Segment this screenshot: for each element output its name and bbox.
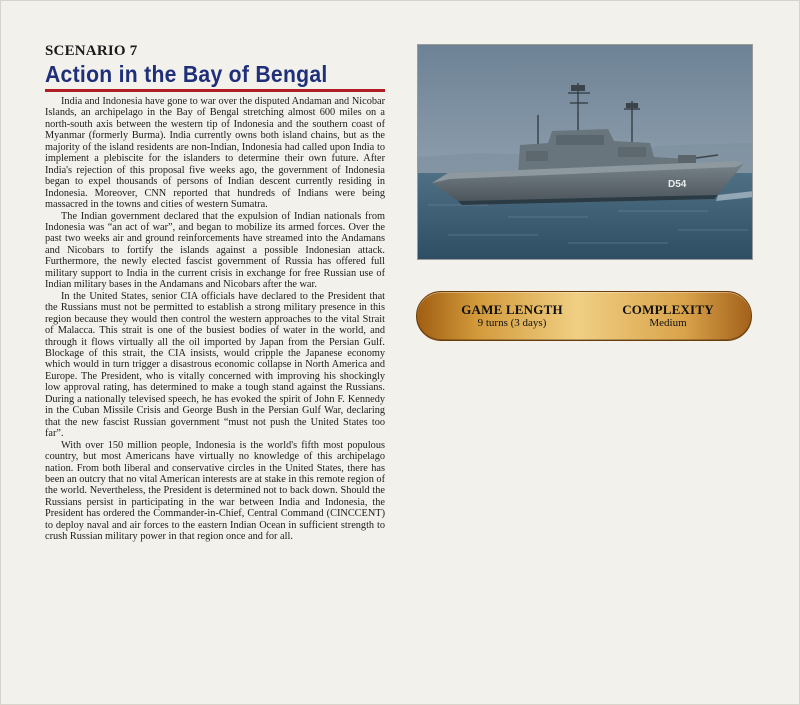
game-length	[447, 302, 577, 330]
scenario-briefing	[45, 96, 385, 543]
game-length-label: GAME LENGTH	[461, 302, 563, 317]
hull-number: D54	[668, 179, 687, 190]
complexity	[603, 302, 733, 330]
briefing-paragraph: India and Indonesia have gone to war over the disputed Andaman and Nicobar Islands, an archipelago in the Bay of Bengal stretching almost 600 miles on a north-south axis between the western tip of Indonesia and the southern coast of Myanmar (formerly Burma). India currently owns both island chains, but as the majority of the island residents are non-Indian, Indonesia had called upon India to implement a plebiscite for the islanders to determine their own future. After India's rejection of this proposal five weeks ago, the government of Indonesia began to expel thousands of persons of Indian descent currently residing in Indonesia. Moreover, CNN reported that hundreds of Indians were being massacred in the towns and cities of western Sumatra.	[45, 96, 385, 211]
complexity-label: COMPLEXITY	[622, 302, 714, 317]
scenario-column	[45, 42, 385, 543]
briefing-paragraph: In the United States, senior CIA officials have declared to the President that the Russians must not be permitted to establish a strong military presence in this region because they would then control the western approaches to the vital Strait of Malacca. This strait is one of the busiest bodies of water in the world, and through it flows virtually all the oil imported by Japan from the Persian Gulf. Blockage of this strait, the CIA insists, would cripple the Japanese economy which would in turn trigger a disastrous economic collapse in North America and Europe. The President, who is vitally concerned with improving his shockingly low approval rating, has determined to make a tough stand against the Russians. During a nationally televised speech, he has evoked the spirit of John F. Kennedy in the Cuban Missile Crisis and George Bush in the Persian Gulf War, declaring that the new fascist Russian government “must not push the United States too far”.	[45, 290, 385, 440]
briefing-paragraph: With over 150 million people, Indonesia is the world's fifth most populous country, but most Americans have virtually no knowledge of this archipelago nation. From both liberal and conservative circles in the United States, there has been an outcry that no vital American interests are at stake in this remote region of the world. Nevertheless, the President is determined not to back down. Should the Russians persist in participating in the war between India and Indonesia, the President has ordered the Commander-in-Chief, Central Command (CINCCENT) to deploy naval and air forces to the eastern Indian Ocean in sufficient strength to crush Russian military power in that region once and for all.	[45, 439, 385, 543]
complexity-value: Medium	[649, 317, 687, 329]
game-info-panel	[416, 291, 752, 341]
briefing-paragraph: The Indian government declared that the expulsion of Indian nationals from Indonesia was “an act of war”, and began to mobilize its armed forces. Over the past two weeks air and ground reinforcements have streamed into the Andamans and Nicobars to fortify the islands against a possible Indonesian attack. Furthermore, the newly elected fascist government of Russia has offered full military support to India in the current crisis in exchange for free Russian use of Indian military bases in the Andamans and Nicobars after the war.	[45, 210, 385, 291]
warship-photo	[417, 44, 753, 260]
game-length-value: 9 turns (3 days)	[477, 317, 547, 329]
scenario-label: SCENARIO 7	[45, 43, 138, 59]
scenario-title: Action in the Bay of Bengal	[45, 61, 328, 87]
title-underline	[45, 89, 385, 92]
destroyer-illustration	[418, 45, 753, 260]
